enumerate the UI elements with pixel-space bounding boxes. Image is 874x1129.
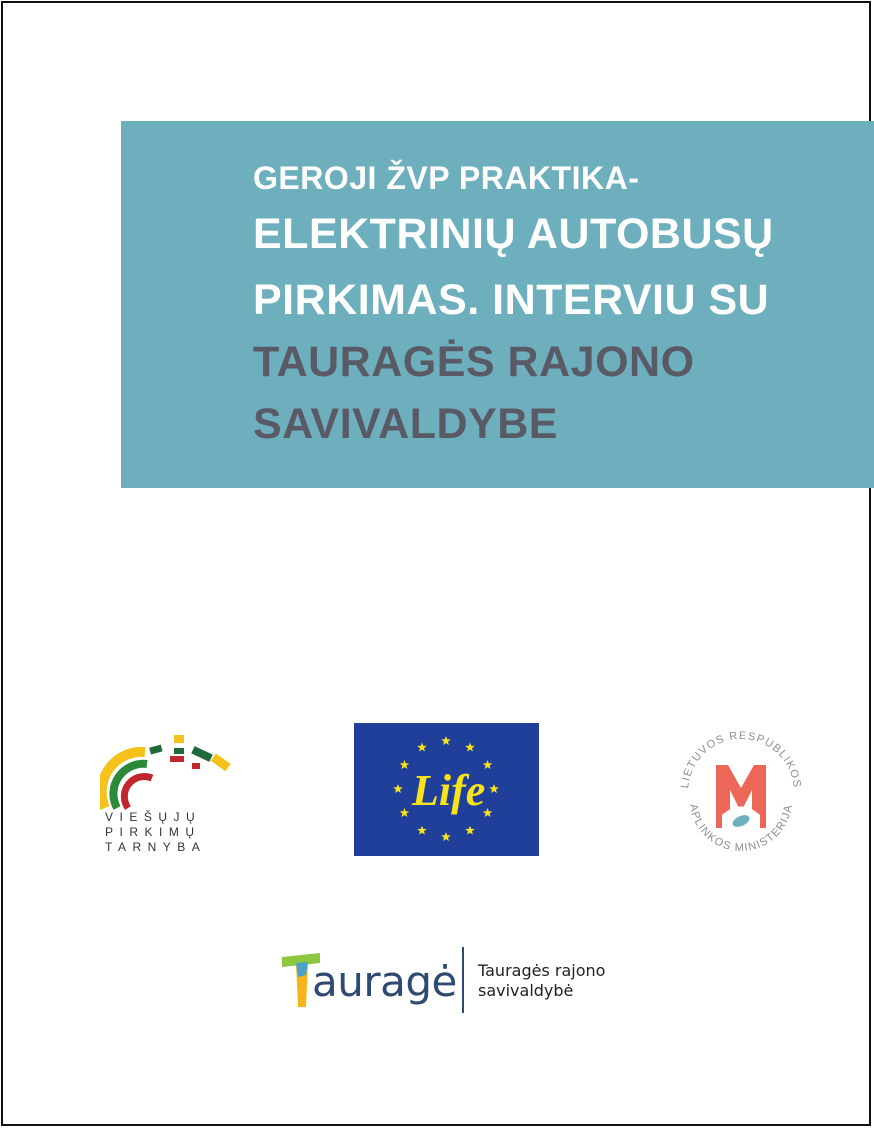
title-line-1: GEROJI ŽVP PRAKTIKA-	[253, 160, 640, 196]
title-line-4: TAURAGĖS RAJONO	[253, 338, 695, 386]
eu-star	[400, 760, 410, 769]
taurage-sub-line-2: savivaldybė	[478, 981, 574, 1000]
svg-text:LIETUVOS RESPUBLIKOS	[679, 730, 803, 789]
eu-star	[441, 736, 451, 745]
eu-star	[417, 742, 427, 751]
eu-star	[441, 832, 451, 841]
ministry-ring-bottom: APLINKOS MINISTERIJA	[687, 803, 795, 855]
taurage-logo	[282, 945, 622, 1015]
vpt-line-2: PIRKIMŲ	[105, 825, 201, 839]
eu-star	[489, 784, 499, 793]
vpt-logo	[100, 730, 240, 860]
life-logo	[354, 723, 539, 856]
title-line-2: ELEKTRINIŲ AUTOBUSŲ	[253, 210, 774, 258]
title-line-5: SAVIVALDYBE	[253, 400, 558, 448]
title-line-3: PIRKIMAS. INTERVIU SU	[253, 276, 770, 324]
ministry-ring-top: LIETUVOS RESPUBLIKOS	[679, 729, 803, 789]
eu-star	[465, 826, 475, 835]
taurage-divider	[462, 947, 464, 1013]
vpt-arch-icon	[100, 730, 240, 810]
ministry-logo	[676, 720, 806, 860]
eu-star	[417, 826, 427, 835]
eu-star	[465, 742, 475, 751]
ministry-seal	[676, 720, 806, 860]
taurage-wordmark: auragė	[312, 957, 457, 1006]
eu-star	[393, 784, 403, 793]
eu-star	[400, 808, 410, 817]
vpt-line-3: TARNYBA	[105, 840, 207, 854]
life-wordmark: Life	[412, 766, 486, 815]
vpt-line-1: VIEŠŲJŲ	[105, 810, 202, 824]
taurage-sub-line-1: Tauragės rajono	[478, 961, 606, 980]
